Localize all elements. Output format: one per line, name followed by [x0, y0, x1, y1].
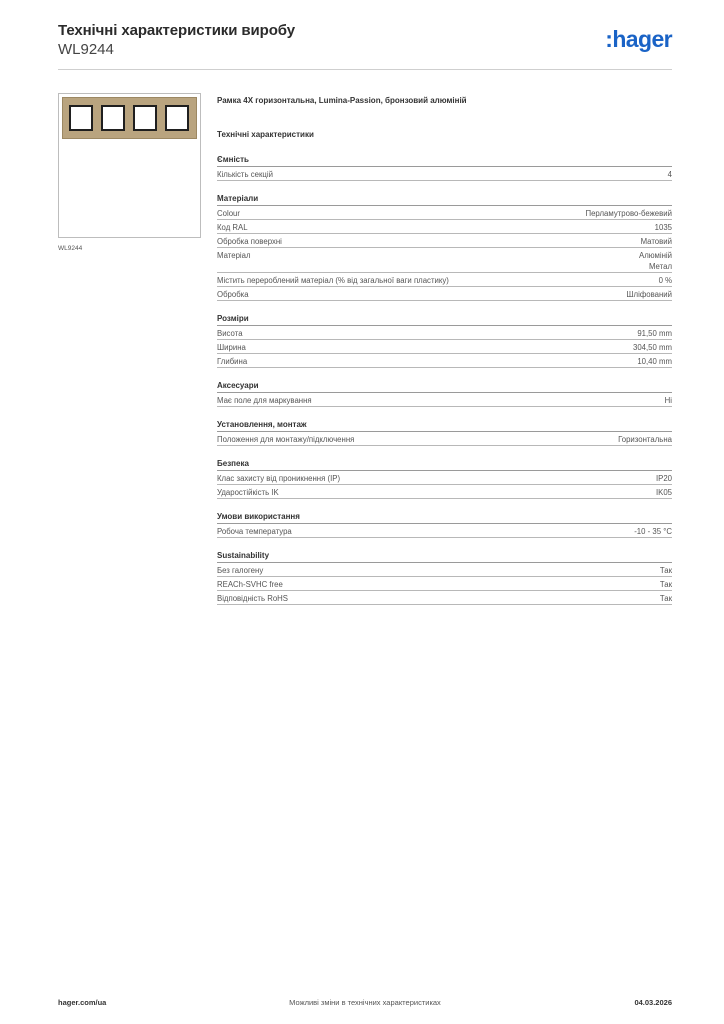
spec-value-line: Перламутрово-бежевий	[585, 209, 672, 218]
spec-label: Клас захисту від проникнення (IP)	[217, 474, 341, 483]
footer-notice: Можливі зміни в технічних характеристиках	[289, 998, 441, 1007]
spec-value-line: Шліфований	[626, 290, 672, 299]
frame-cell	[69, 105, 93, 131]
spec-value-line: IK05	[655, 488, 672, 497]
spec-label: Colour	[217, 209, 240, 218]
spec-value-line: 1035	[654, 223, 672, 232]
spec-label: Робоча температура	[217, 527, 292, 536]
image-caption: WL9244	[58, 245, 83, 252]
frame-cell	[133, 105, 157, 131]
spec-section	[217, 512, 672, 538]
spec-value	[637, 328, 672, 339]
spec-value	[668, 169, 672, 180]
frame-plate	[62, 97, 197, 139]
spec-section	[217, 155, 672, 181]
spec-label: Висота	[217, 329, 243, 338]
spec-row	[217, 591, 672, 605]
spec-value-line: 91,50 mm	[637, 329, 672, 338]
spec-row	[217, 248, 672, 273]
spec-label: Відповідність RoHS	[217, 594, 288, 603]
spec-row	[217, 273, 672, 287]
spec-row	[217, 577, 672, 591]
section-title: Матеріали	[217, 194, 672, 206]
spec-value	[660, 579, 672, 590]
spec-row	[217, 206, 672, 220]
spec-label: REACh-SVHC free	[217, 580, 283, 589]
spec-value	[660, 593, 672, 604]
section-title: Умови використання	[217, 512, 672, 524]
frame-cell	[101, 105, 125, 131]
spec-row	[217, 471, 672, 485]
spec-value-line: Горизонтальна	[618, 435, 672, 444]
spec-row	[217, 167, 672, 181]
spec-section	[217, 314, 672, 368]
product-description: Рамка 4X горизонтальна, Lumina-Passion, бронзовий алюміній	[217, 96, 467, 105]
spec-value	[660, 565, 672, 576]
page-title: Технічні характеристики виробу	[58, 22, 295, 39]
spec-value	[634, 526, 672, 537]
spec-value-line: 304,50 mm	[632, 343, 672, 352]
spec-value-line: Алюміній	[639, 251, 672, 260]
section-title: Розміри	[217, 314, 672, 326]
frame-cell	[165, 105, 189, 131]
spec-sections	[217, 155, 672, 605]
spec-value-line: Матовий	[640, 237, 672, 246]
spec-value	[656, 473, 672, 484]
spec-value-line: 10,40 mm	[637, 357, 672, 366]
spec-value	[637, 356, 672, 367]
page-footer	[58, 998, 672, 1010]
spec-value-line: Так	[659, 580, 672, 589]
tech-heading: Технічні характеристики	[217, 130, 314, 139]
spec-value-line: IP20	[655, 474, 672, 483]
spec-row	[217, 524, 672, 538]
spec-value	[618, 434, 672, 445]
spec-label: Без галогену	[217, 566, 264, 575]
spec-value	[655, 222, 672, 233]
spec-label: Кількість секцій	[217, 170, 273, 179]
spec-label: Положення для монтажу/підключення	[217, 435, 355, 444]
spec-section	[217, 459, 672, 499]
product-code: WL9244	[58, 41, 114, 58]
spec-label: Містить перероблений матеріал (% від загальної ваги пластику)	[217, 276, 449, 285]
spec-row	[217, 326, 672, 340]
section-title: Аксесуари	[217, 381, 672, 393]
spec-label: Обробка поверхні	[217, 237, 282, 246]
spec-value	[626, 289, 672, 300]
section-title: Ємність	[217, 155, 672, 167]
spec-section	[217, 420, 672, 446]
spec-section	[217, 551, 672, 605]
spec-label: Має поле для маркування	[217, 396, 312, 405]
spec-value	[659, 275, 672, 286]
spec-label: Ширина	[217, 343, 246, 352]
spec-value-line: Метал	[648, 262, 672, 271]
spec-value	[585, 208, 672, 219]
spec-row	[217, 485, 672, 499]
spec-value-line: Так	[659, 594, 672, 603]
spec-label: Матеріал	[217, 251, 251, 260]
product-image	[58, 93, 201, 238]
page-header	[58, 22, 672, 70]
spec-row	[217, 432, 672, 446]
spec-value-line: -10 - 35 °C	[634, 527, 672, 536]
hager-logo: :hager	[605, 26, 672, 52]
spec-row	[217, 340, 672, 354]
spec-label: Глибина	[217, 357, 248, 366]
spec-label: Код RAL	[217, 223, 248, 232]
spec-row	[217, 393, 672, 407]
spec-value	[633, 342, 672, 353]
spec-row	[217, 563, 672, 577]
spec-value	[665, 395, 672, 406]
spec-value	[639, 250, 672, 272]
spec-section	[217, 194, 672, 301]
spec-value-line: Ні	[664, 396, 672, 405]
spec-value-line: 0 %	[658, 276, 672, 285]
spec-value-line: 4	[667, 170, 672, 179]
footer-website[interactable]: hager.com/ua	[58, 998, 107, 1007]
spec-row	[217, 220, 672, 234]
spec-section	[217, 381, 672, 407]
section-title: Sustainability	[217, 551, 672, 563]
spec-row	[217, 234, 672, 248]
spec-row	[217, 287, 672, 301]
spec-value	[656, 487, 672, 498]
spec-label: Обробка	[217, 290, 249, 299]
footer-date: 04.03.2026	[634, 998, 672, 1007]
spec-value-line: Так	[659, 566, 672, 575]
section-title: Безпека	[217, 459, 672, 471]
section-title: Установлення, монтаж	[217, 420, 672, 432]
spec-content	[217, 96, 672, 605]
spec-value	[641, 236, 672, 247]
spec-label: Ударостійкість IK	[217, 488, 279, 497]
spec-row	[217, 354, 672, 368]
